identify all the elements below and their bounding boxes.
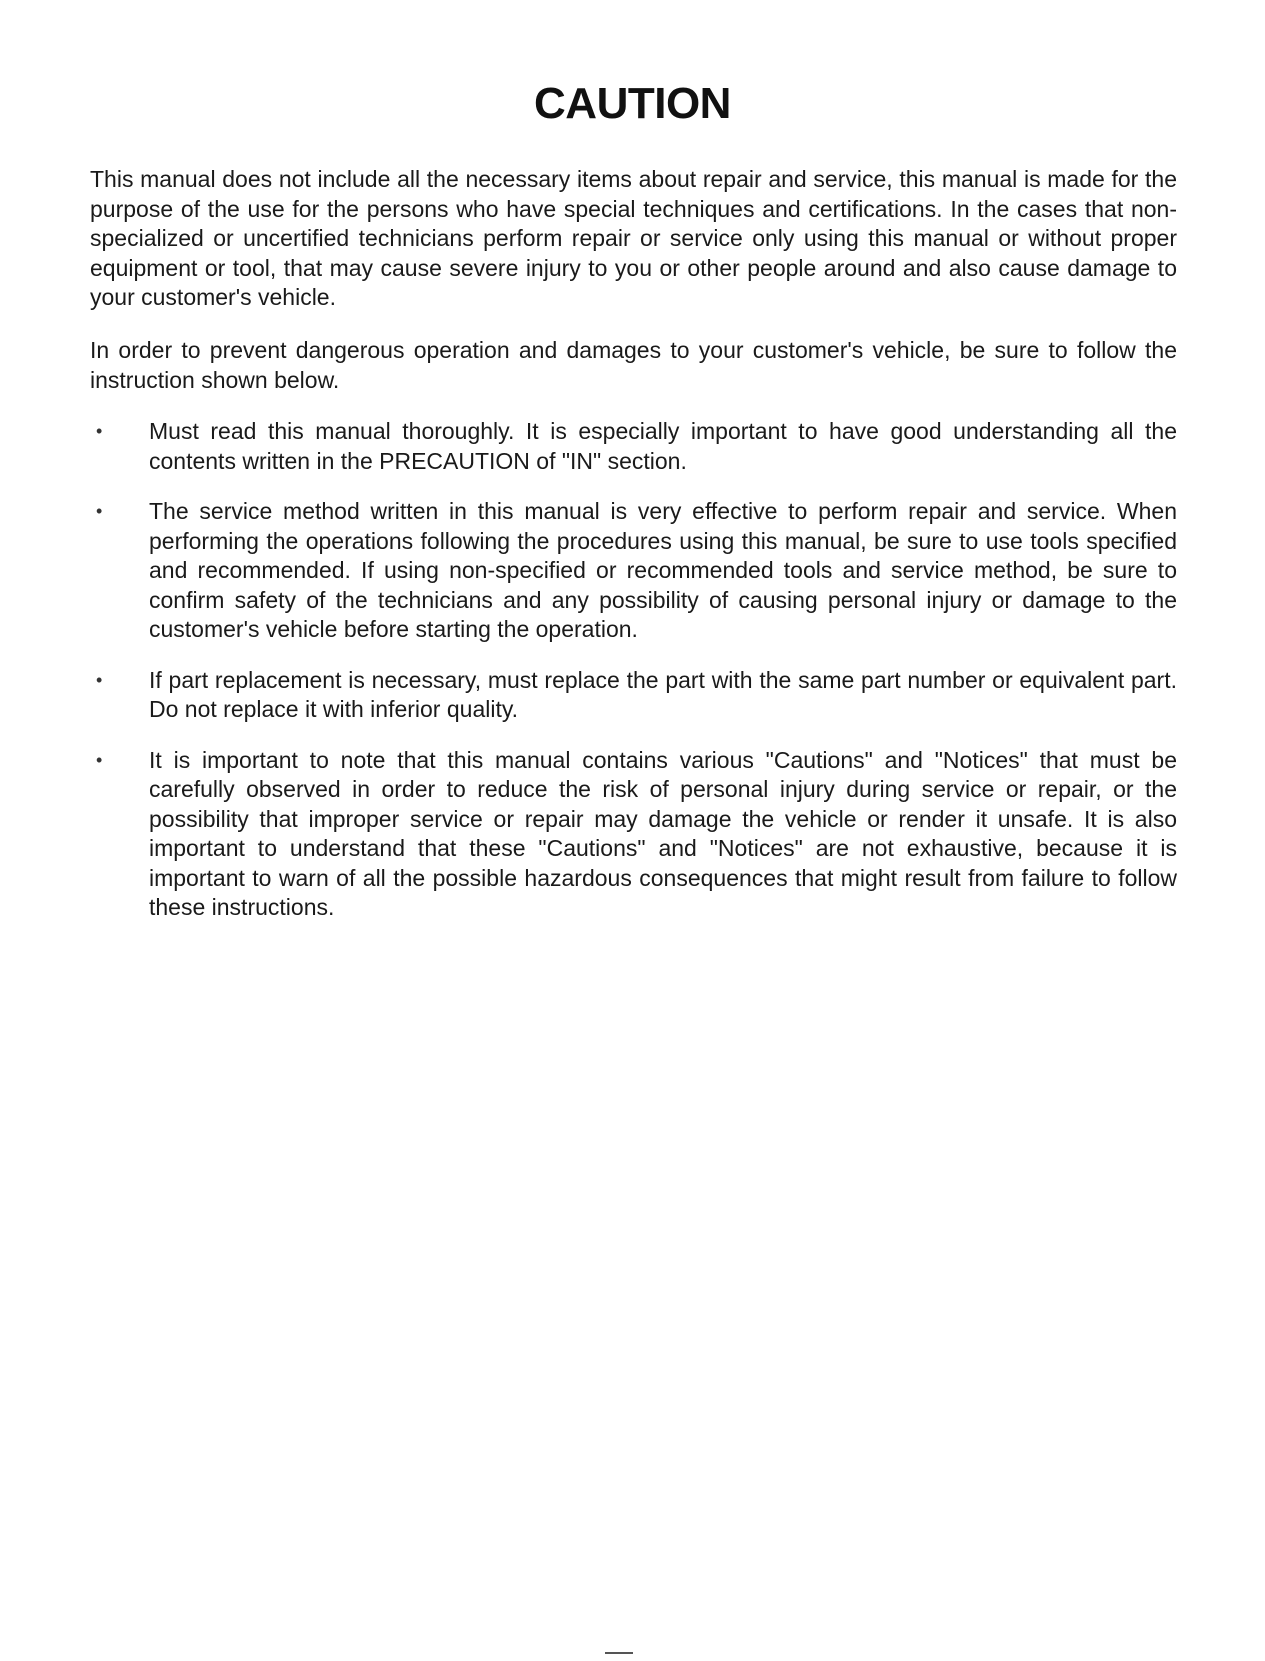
bullet-icon: • xyxy=(96,501,103,521)
list-item xyxy=(90,746,1177,923)
list-item xyxy=(90,666,1177,725)
intro-paragraph: This manual does not include all the necessary items about repair and service, this manual is made for the purpose of the use for the persons who have special techniques and certifications. In the cases that non-specialized or uncertified technicians perform repair or service only using this manual or without proper equipment or tool, that may cause severe injury to you or other people around and also cause damage to your customer's vehicle. xyxy=(90,166,1177,310)
caution-bullet-list xyxy=(90,417,1177,944)
list-item xyxy=(90,417,1177,476)
list-item xyxy=(90,497,1177,645)
list-item-text: Must read this manual thoroughly. It is especially important to have good understanding all the contents written in the PRECAUTION of "IN" section. xyxy=(149,418,1177,474)
bullet-icon: • xyxy=(96,749,103,770)
list-item-text: It is important to note that this manual contains various "Cautions" and "Notices" that must be carefully observed in order to reduce the risk of personal injury during service or repair, or the possibility that improper service or repair may damage the vehicle or render it unsafe. It is also important to understand that these "Cautions" and "Notices" are not exhaustive, because it is important to warn of all the possible hazardous consequences that might result from failure to follow these instructions. xyxy=(149,746,1177,920)
page-footer-mark xyxy=(605,1652,633,1654)
instruction-paragraph: In order to prevent dangerous operation and damages to your customer's vehicle, be sure to follow the instruction shown below. xyxy=(90,337,1177,393)
bullet-icon: • xyxy=(96,669,103,690)
bullet-icon: • xyxy=(96,421,103,441)
list-item-text: If part replacement is necessary, must replace the part with the same part number or equivalent part. Do not replace it with inferior quality. xyxy=(149,666,1177,722)
page-title: CAUTION xyxy=(534,79,731,128)
list-item-text: The service method written in this manual is very effective to perform repair and service. When performing the operations following the procedures using this manual, be sure to use tools specified and recommended. If using non-specified or recommended tools and service method, be sure to confirm safety of the technicians and any possibility of causing personal injury or damage to the customer's vehicle before starting the operation. xyxy=(149,498,1177,642)
